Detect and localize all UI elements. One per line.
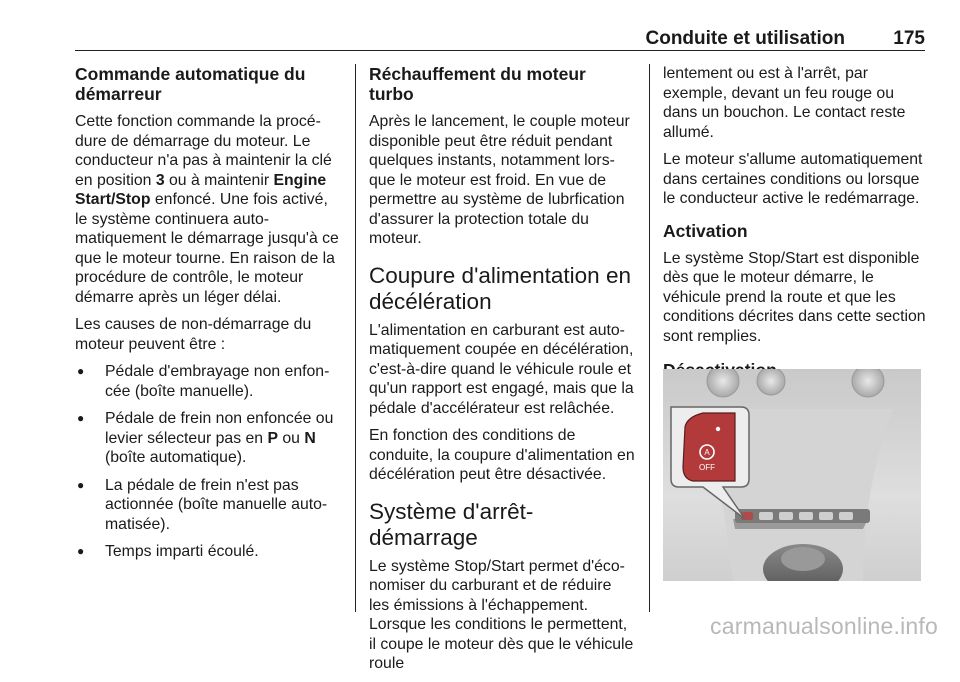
paragraph: Les causes de non-démarrage du moteur peuvent être :	[75, 316, 312, 353]
paragraph: Le moteur s'allume automatiquement dans certaines conditions ou lorsque le conducteur active le redémarrage.	[663, 151, 923, 207]
text: ou à maintenir	[164, 171, 274, 189]
text: enfoncé. Une fois activé, le système continuera automatiquement le démarrage jusqu'à ce que le moteur tourne. En raison de la procédure de contrôle, le moteur démarre après un léger délai.	[75, 191, 339, 306]
text: (boîte automatique).	[105, 449, 247, 466]
gear-p: P	[267, 429, 278, 447]
svg-text:A: A	[704, 448, 710, 457]
section-heading-activation: Activation	[663, 220, 748, 241]
bullet-list	[75, 362, 341, 562]
off-label: OFF	[699, 463, 715, 472]
text: ou	[278, 429, 305, 447]
column-2	[369, 64, 635, 682]
paragraph: L'alimentation en carburant est automatiquement coupée en décélération, c'est-à-dire quand le véhicule roule et qu'un rapport est engagé, mais que la pédale d'accélérateur est relâchée.	[369, 321, 634, 417]
text: Cette fonction commande la procédure de démarrage du moteur. Le conducteur n'a pas à maintenir la clé en position	[75, 113, 332, 189]
section-title-fuel-cutoff: Coupure d'alimentation en décélération	[369, 262, 631, 314]
paragraph	[75, 112, 341, 307]
column-divider	[649, 64, 650, 612]
column-3	[663, 64, 928, 388]
section-heading-autostart: Commande automatique du démarreur	[75, 64, 306, 104]
list-item: ● La pédale de frein n'est pas actionnée (boîte manuelle automatisée).	[75, 476, 341, 535]
gear-n: N	[304, 429, 316, 447]
paragraph: En fonction des conditions de conduite, la coupure d'alimentation en décélération peut être désactivée.	[369, 427, 635, 483]
button-name: Engine Start/Stop	[75, 171, 327, 208]
page-header	[75, 28, 925, 51]
column-1	[75, 64, 341, 570]
header-title: Conduite et utilisation	[645, 28, 845, 49]
paragraph: lentement ou est à l'arrêt, par exemple, devant un feu rouge ou dans un bouchon. Le contact reste allumé.	[663, 65, 906, 141]
section-title-stop-start: Système d'arrêt-démarrage	[369, 498, 534, 550]
paragraph: Après le lancement, le couple moteur disponible peut être réduit pendant quelques instants, notamment lorsque le moteur est froid. En vue de permettre au système de lubrfication d'assurer la protection totale du moteur.	[369, 113, 630, 247]
paragraph: Le système Stop/Start permet d'économiser du carburant et de réduire les émissions à l'échappement. Lorsque les conditions le permettent, il coupe le moteur dès que le véhicule roule	[369, 557, 634, 672]
dashboard-illustration	[663, 369, 921, 581]
watermark: carmanualsonline.info	[710, 613, 938, 639]
list-item	[75, 409, 341, 468]
list-item: ● Temps imparti écoulé.	[75, 542, 341, 562]
page-number: 175	[893, 28, 925, 49]
paragraph: Le système Stop/Start est disponible dès que le moteur démarre, le véhicule prend la route et que les conditions décrites dans cette section sont remplies.	[663, 249, 926, 345]
center-console-image	[663, 369, 921, 581]
section-heading-turbo: Réchauffement du moteur turbo	[369, 64, 586, 104]
text: Pédale de frein non enfoncée ou levier sélecteur pas en	[105, 410, 334, 447]
list-item: ● Pédale d'embrayage non enfoncée (boîte manuelle).	[75, 362, 341, 401]
column-divider	[355, 64, 356, 612]
key-position: 3	[155, 171, 165, 189]
